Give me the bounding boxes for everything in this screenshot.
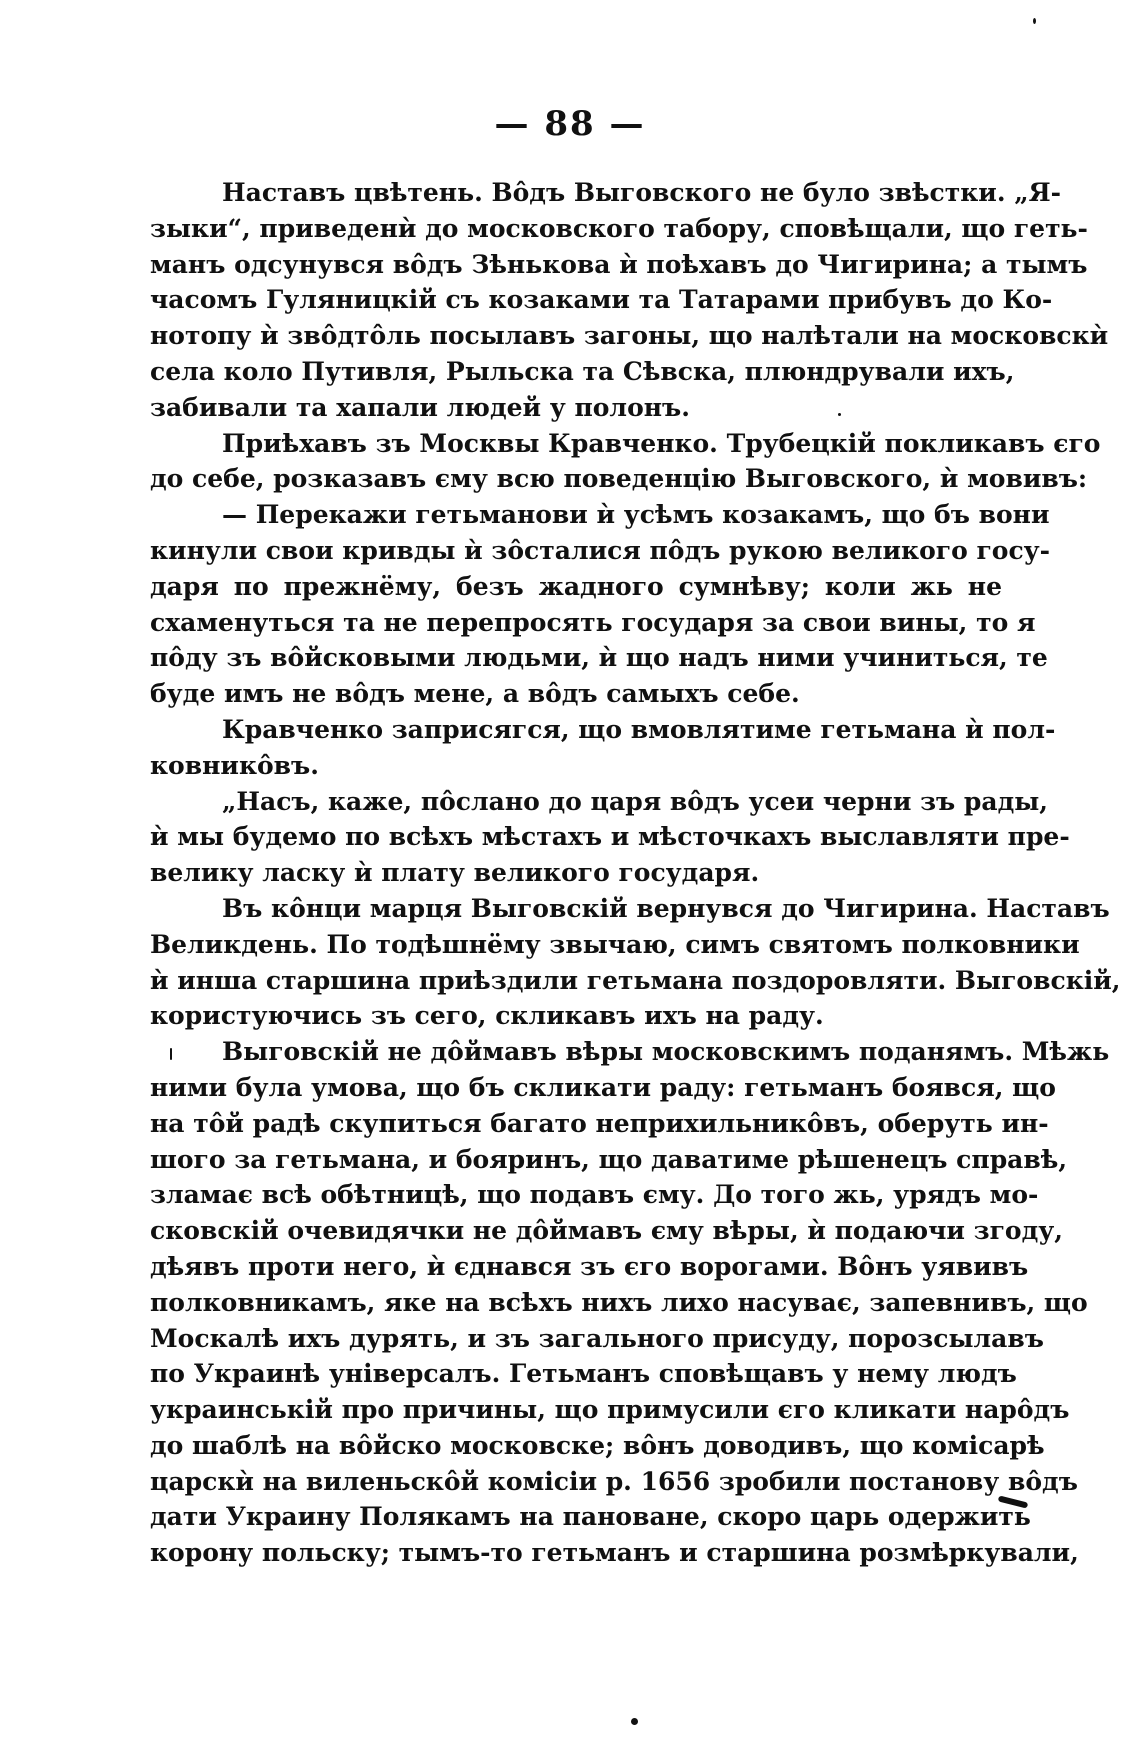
text-line: на тôй радѣ скупиться багато неприхильникôвъ, оберуть ин- (150, 1108, 1049, 1138)
text-line: забивали та хапали людей у полонъ. (150, 392, 690, 422)
print-speck (631, 1718, 638, 1725)
print-speck (1033, 18, 1036, 24)
text-line: велику ласку ѝ плату великого государя. (150, 858, 760, 888)
text-line: ѝ инша старшина приѣздили гетьмана поздоровляти. Выговскій, (150, 965, 1121, 995)
text-line: села коло Путивля, Рыльска та Сѣвска, плюндрували ихъ, (150, 356, 1015, 386)
page-number: — 88 — (494, 104, 646, 144)
print-speck (170, 1048, 172, 1060)
text-line: — Перекажи гетьманови ѝ усѣмъ козакамъ, що бъ вони (222, 500, 1050, 530)
text-line: ѝ мы будемо по всѣхъ мѣстахъ и мѣсточкахъ выславляти пре- (150, 822, 1070, 852)
text-line: до себе, розказавъ єму всю поведенцію Выговского, ѝ мовивъ: (150, 464, 1088, 494)
text-line: буде имъ не вôдъ мене, а вôдъ самыхъ себе. (150, 679, 800, 709)
text-line: корону польску; тымъ-то гетьманъ и старшина розмѣркували, (150, 1538, 1079, 1568)
text-line: Кравченко заприсягся, що вмовлятиме гетьмана ѝ пол- (222, 714, 1056, 744)
body-text (150, 175, 1121, 1571)
text-line: „Насъ, каже, пôслано до царя вôдъ усеи черни зъ рады, (222, 786, 1049, 816)
text-line: Въ кôнци марця Выговскій вернувся до Чигирина. Наставъ (222, 893, 1110, 923)
text-line: нотопу ѝ звôдтôль посылавъ загоны, що налѣтали на московскѝ (150, 321, 1109, 351)
text-line: полковникамъ, яке на всѣхъ нихъ лихо насуває, запевнивъ, що (150, 1287, 1088, 1317)
text-line: даря по прежнёму, безъ жадного сумнѣву; коли жь не (150, 571, 1002, 601)
text-line: Наставъ цвѣтень. Вôдъ Выговского не було звѣстки. „Я- (222, 178, 1062, 207)
text-line: Выговскій не дôймавъ вѣры московскимъ поданямъ. Мѣжь (222, 1037, 1110, 1067)
text-line: манъ одсунувся вôдъ Зѣнькова ѝ поѣхавъ до Чигирина; а тымъ (150, 249, 1088, 279)
print-speck (838, 413, 841, 416)
text-line: Приѣхавъ зъ Москвы Кравченко. Трубецкій покликавъ єго (222, 428, 1101, 458)
text-line: дати Украину Полякамъ на пановане, скоро царь одержить (150, 1502, 1031, 1532)
text-line: користуючись зъ сего, скликавъ ихъ на раду. (150, 1001, 824, 1031)
text-line: шого за гетьмана, и бояринъ, що даватиме рѣшенецъ справѣ, (150, 1144, 1068, 1174)
text-line: дѣявъ проти него, ѝ єднався зъ єго ворогами. Вôнъ уявивъ (150, 1251, 1029, 1281)
text-line: по Украинѣ універсалъ. Гетьманъ сповѣщавъ у нему людъ (150, 1359, 1017, 1389)
text-line: сковскій очевидячки не дôймавъ єму вѣры, ѝ подаючи згоду, (150, 1216, 1063, 1246)
text-line: ковникôвъ. (150, 750, 319, 780)
text-line: зламає всѣ обѣтницѣ, що подавъ єму. До того жь, урядъ мо- (150, 1180, 1039, 1210)
text-line: Великдень. По тодѣшнёму звычаю, симъ святомъ полковники (150, 929, 1080, 959)
text-line: пôду зъ вôйсковыми людьми, ѝ що надъ ними учиниться, те (150, 643, 1048, 673)
text-line: ними була умова, що бъ скликати раду: гетьманъ боявся, що (150, 1072, 1056, 1102)
text-line: часомъ Гуляницкій съ козаками та Татарами прибувъ до Ко- (150, 285, 1053, 315)
text-line: до шаблѣ на вôйско московске; вôнъ доводивъ, що комісарѣ (150, 1430, 1045, 1460)
text-line: схаменуться та не перепросять государя за свои вины, то я (150, 607, 1036, 637)
text-line: кинули свои кривды ѝ зôсталися пôдъ рукою великого госу- (150, 535, 1051, 565)
text-line: украинській про причины, що примусили єго кликати нарôдъ (150, 1395, 1070, 1425)
text-line: царскѝ на виленьскôй комісіи р. 1656 зробили постанову вôдъ (150, 1466, 1078, 1496)
text-line: зыки“, приведенѝ до московского табору, сповѣщали, що геть- (150, 213, 1088, 243)
text-line: Москалѣ ихъ дурять, и зъ загального присуду, порозсылавъ (150, 1323, 1044, 1353)
